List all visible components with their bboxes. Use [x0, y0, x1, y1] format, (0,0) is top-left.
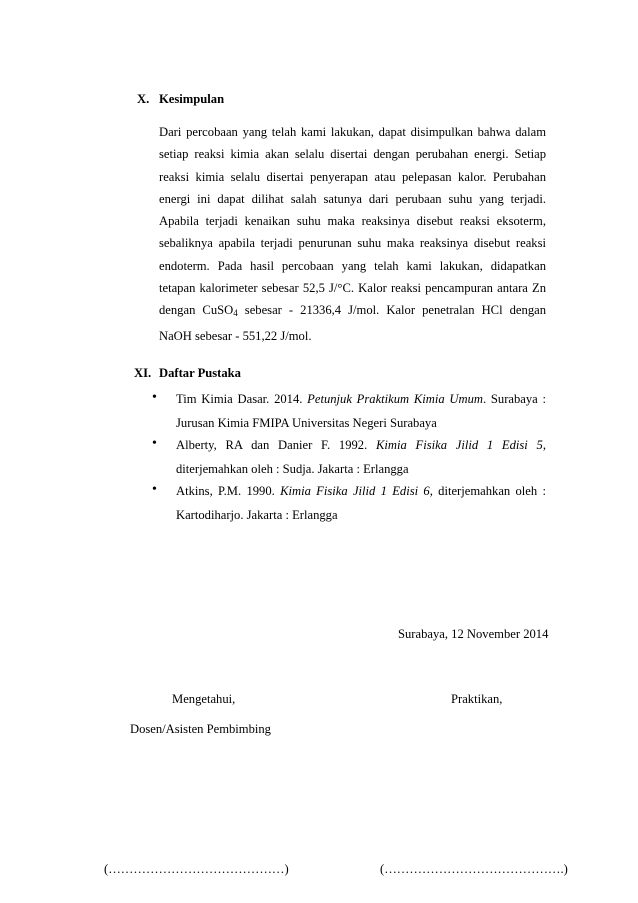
section-x-heading: [137, 92, 224, 107]
reference-publisher: , diterjemahkan oleh : Sudja. Jakarta : Erlangga: [176, 438, 546, 476]
reference-item: [176, 434, 546, 481]
section-x-title: Kesimpulan: [159, 92, 225, 106]
reference-author: Atkins, P.M. 1990.: [176, 484, 281, 498]
approval-label: Mengetahui,: [172, 692, 236, 706]
conclusion-text-part2: sebesar - 21336,4 J/mol. Kalor penetralan HCl dengan NaOH sebesar - 551,22 J/mol.: [159, 303, 547, 343]
section-xi-title: Daftar Pustaka: [159, 366, 241, 380]
conclusion-paragraph: [159, 121, 546, 347]
bullet-icon: •: [152, 482, 157, 497]
reference-item: [176, 388, 546, 435]
reference-author: Alberty, RA dan Danier F. 1992.: [176, 438, 376, 452]
student-label: Praktikan,: [451, 692, 503, 706]
section-xi-heading: [134, 366, 241, 381]
reference-book-title: Petunjuk Praktikum Kimia Umum: [307, 392, 483, 406]
reference-publisher: , diterjemahkan oleh : Kartodiharjo. Jakarta : Erlangga: [176, 484, 546, 522]
cuso4-subscript: 4: [233, 308, 238, 319]
section-xi-number: XI.: [134, 366, 152, 380]
bullet-icon: •: [152, 436, 157, 451]
reference-book-title: Kimia Fisika Jilid 1 Edisi 6: [280, 484, 430, 498]
reference-book-title: Kimia Fisika Jilid 1 Edisi 5: [375, 438, 543, 452]
place-date: Surabaya, 12 November 2014: [398, 627, 549, 641]
reference-publisher: . Surabaya : Jurusan Kimia FMIPA Universitas Negeri Surabaya: [176, 392, 546, 430]
student-signature-line: (…………………………………….): [380, 862, 568, 876]
reference-item: [176, 480, 546, 527]
conclusion-text-part1: Dari percobaan yang telah kami lakukan, dapat disimpulkan bahwa dalam setiap reaksi kimia akan selalu disertai dengan perubahan energi. Setiap reaksi kimia selalu disertai penyerapan atau pelepasan kalor. Perubahan energi ini dapat dilihat salah satunya dari perubaan suhu yang terjadi. Apabila terjadi kenaikan suhu maka reaksinya disebut reaksi eksoterm, sebaliknya apabila terjadi penurunan suhu maka reaksinya disebut reaksi endoterm. Pada hasil percobaan yang telah kami lakukan, didapatkan tetapan kalorimeter sebesar 52,5 J/°C. Kalor reaksi pencampuran antara Zn dengan CuSO: [159, 125, 546, 318]
supervisor-signature-line: (……………………………………): [104, 862, 289, 876]
reference-author: Tim Kimia Dasar. 2014.: [176, 392, 308, 406]
supervisor-role: Dosen/Asisten Pembimbing: [130, 722, 271, 736]
section-x-number: X.: [137, 92, 150, 106]
bullet-icon: •: [152, 390, 157, 405]
